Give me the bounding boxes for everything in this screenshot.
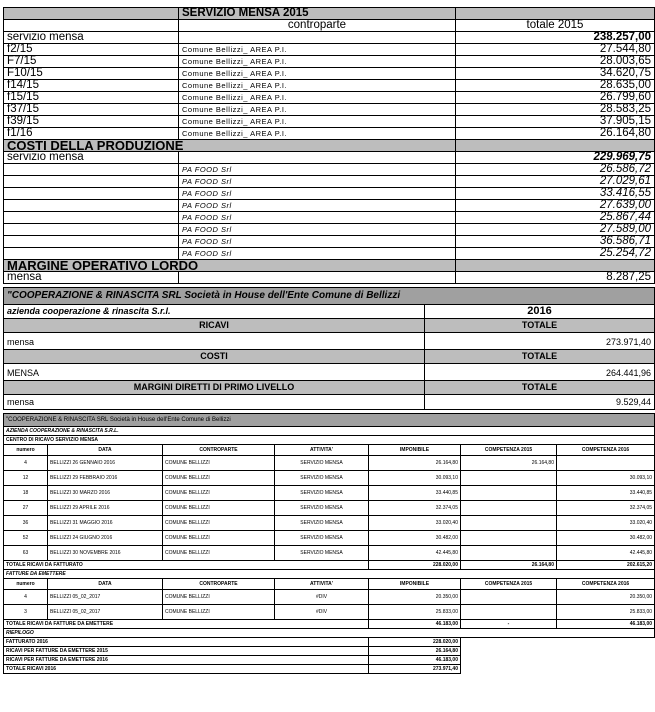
column-header: IMPONIBILE [369, 579, 461, 590]
table-cell: #DIV [275, 590, 369, 605]
cost-controparte: PA FOOD Srl [179, 248, 456, 260]
table-cell [461, 516, 557, 531]
costi-header: COSTI [4, 350, 425, 364]
table-cell: BELLIZZI 30 MARZO 2016 [48, 486, 163, 501]
cost-row [4, 224, 655, 236]
column-header: COMPETENZA 2016 [557, 579, 655, 590]
invoice-controparte: Comune Bellizzi_ AREA P.I. [179, 128, 456, 140]
invoice-row [4, 56, 655, 68]
table-cell: SERVIZIO MENSA [275, 516, 369, 531]
riepilogo-row [4, 656, 655, 665]
mensa-total: 238.257,00 [456, 32, 655, 44]
margine-title: MARGINE OPERATIVO LORDO [4, 260, 456, 272]
table-cell: 12 [4, 471, 48, 486]
table-row [4, 456, 655, 471]
tot-emettere-imponibile: 46.183,00 [369, 620, 461, 629]
table-cell [461, 501, 557, 516]
ricavi-value: 273.971,40 [425, 333, 655, 350]
riepilogo-spacer [461, 665, 557, 674]
table-cell: SERVIZIO MENSA [275, 456, 369, 471]
invoice-amount: 28.583,25 [456, 104, 655, 116]
tot-fatturato-imponibile: 228.020,00 [369, 561, 461, 570]
cost-empty [4, 176, 179, 188]
table-cell: 32.374,05 [557, 501, 655, 516]
invoice-amount: 37.905,15 [456, 116, 655, 128]
table-cell: COMUNE BELLIZZI [163, 605, 275, 620]
invoice-amount: 28.003,65 [456, 56, 655, 68]
margini-totale-header: TOTALE [425, 381, 655, 395]
margine-value: 8.287,25 [456, 272, 655, 284]
cost-amount: 33.416,55 [456, 188, 655, 200]
riepilogo-label: RIEPILOGO [4, 629, 655, 638]
table-cell: BELLIZZI 30 NOVEMBRE 2016 [48, 546, 163, 561]
cost-amount: 27.029,61 [456, 176, 655, 188]
invoice-code: F7/15 [4, 56, 179, 68]
table-cell: BELLIZZI 29 FEBBRAIO 2016 [48, 471, 163, 486]
table-cell: SERVIZIO MENSA [275, 486, 369, 501]
servizio-mensa-2015-table [3, 7, 655, 284]
s2-title: "COOPERAZIONE & RINASCITA SRL Società in House dell'Ente Comune di Bellizzi [4, 288, 655, 305]
table-cell: 30.093,10 [369, 471, 461, 486]
invoice-controparte: Comune Bellizzi_ AREA P.I. [179, 44, 456, 56]
riepilogo-spacer [557, 665, 655, 674]
column-header: ATTIVITA' [275, 445, 369, 456]
invoice-amount: 34.620,75 [456, 68, 655, 80]
column-header: CONTROPARTE [163, 579, 275, 590]
table-row [4, 605, 655, 620]
s3-subtitle: AZIENDA COOPERAZIONE & RINASCITA S.R.L. [4, 427, 655, 436]
invoice-row [4, 80, 655, 92]
table-cell: COMUNE BELLIZZI [163, 501, 275, 516]
centro-ricavo-label: CENTRO DI RICAVO SERVIZIO MENSA [4, 436, 655, 445]
invoice-code: f2/15 [4, 44, 179, 56]
table-cell [557, 456, 655, 471]
table-cell: 25.833,00 [369, 605, 461, 620]
cost-row [4, 212, 655, 224]
col-totale-header: totale 2015 [456, 20, 655, 32]
invoice-row [4, 68, 655, 80]
table-cell [461, 486, 557, 501]
cost-empty [4, 200, 179, 212]
costi-totale-header: TOTALE [425, 350, 655, 364]
invoice-code: f1/16 [4, 128, 179, 140]
tot-emettere-label: TOTALE RICAVI DA FATTURE DA EMETTERE [4, 620, 369, 629]
table-cell: COMUNE BELLIZZI [163, 471, 275, 486]
invoice-controparte: Comune Bellizzi_ AREA P.I. [179, 92, 456, 104]
invoice-code: F10/15 [4, 68, 179, 80]
table-cell: SERVIZIO MENSA [275, 501, 369, 516]
costi-title: COSTI DELLA PRODUZIONE [4, 140, 456, 152]
table-cell [461, 590, 557, 605]
tot-emettere-2016: 46.183,00 [557, 620, 655, 629]
riepilogo-label: TOTALE RICAVI 2016 [4, 665, 369, 674]
table-cell: COMUNE BELLIZZI [163, 456, 275, 471]
tot-fatturato-label: TOTALE RICAVI DA FATTURATO [4, 561, 369, 570]
cost-row [4, 236, 655, 248]
cost-controparte: PA FOOD Srl [179, 224, 456, 236]
cost-controparte: PA FOOD Srl [179, 176, 456, 188]
cost-amount: 26.586,72 [456, 164, 655, 176]
table-cell: 33.020,40 [557, 516, 655, 531]
invoice-row [4, 128, 655, 140]
invoice-controparte: Comune Bellizzi_ AREA P.I. [179, 68, 456, 80]
table-cell: SERVIZIO MENSA [275, 531, 369, 546]
cost-empty [4, 224, 179, 236]
table-cell: SERVIZIO MENSA [275, 471, 369, 486]
invoice-controparte: Comune Bellizzi_ AREA P.I. [179, 116, 456, 128]
margine-label: mensa [4, 272, 179, 284]
cost-amount: 25.254,72 [456, 248, 655, 260]
riepilogo-spacer [557, 638, 655, 647]
table-cell: COMUNE BELLIZZI [163, 546, 275, 561]
column-header: COMPETENZA 2016 [557, 445, 655, 456]
column-header: numero [4, 445, 48, 456]
margini-mensa-label: mensa [4, 395, 425, 410]
s3-title: "COOPERAZIONE & RINASCITA SRL Società in House dell'Ente Comune di Bellizzi [4, 414, 655, 427]
table-cell: 25.833,00 [557, 605, 655, 620]
costi-label: servizio mensa [4, 152, 179, 164]
costi-value: 264.441,96 [425, 364, 655, 381]
cost-controparte: PA FOOD Srl [179, 164, 456, 176]
table-row [4, 531, 655, 546]
riepilogo-row [4, 665, 655, 674]
cost-row [4, 164, 655, 176]
table-cell: BELLIZZI 29 APRILE 2016 [48, 501, 163, 516]
table-cell: #DIV [275, 605, 369, 620]
cost-amount: 27.589,00 [456, 224, 655, 236]
tot-emettere-2015: - [461, 620, 557, 629]
invoice-controparte: Comune Bellizzi_ AREA P.I. [179, 104, 456, 116]
column-header: numero [4, 579, 48, 590]
table-cell: 30.482,00 [557, 531, 655, 546]
column-header: DATA [48, 445, 163, 456]
ricavi-totale-header: TOTALE [425, 319, 655, 333]
invoice-controparte: Comune Bellizzi_ AREA P.I. [179, 80, 456, 92]
cost-empty [4, 236, 179, 248]
cost-amount: 25.867,44 [456, 212, 655, 224]
table-cell: 36 [4, 516, 48, 531]
table-cell: 3 [4, 605, 48, 620]
riepilogo-spacer [557, 647, 655, 656]
invoice-row [4, 44, 655, 56]
table-cell: BELLIZZI 31 MAGGIO 2016 [48, 516, 163, 531]
ricavi-header: RICAVI [4, 319, 425, 333]
column-header: DATA [48, 579, 163, 590]
riepilogo-label: RICAVI PER FATTURE DA EMETTERE 2015 [4, 647, 369, 656]
cost-row [4, 176, 655, 188]
invoice-code: f37/15 [4, 104, 179, 116]
riepilogo-value: 46.183,00 [369, 656, 461, 665]
invoice-row [4, 104, 655, 116]
invoice-amount: 26.799,60 [456, 92, 655, 104]
costi-mensa-label: MENSA [4, 364, 425, 381]
riepilogo-value: 228.020,00 [369, 638, 461, 647]
riepilogo-spacer [461, 647, 557, 656]
invoice-row [4, 116, 655, 128]
table-cell: BELLIZZI 26 GENNAIO 2016 [48, 456, 163, 471]
cost-empty [4, 212, 179, 224]
invoice-amount: 26.164,80 [456, 128, 655, 140]
table-cell: COMUNE BELLIZZI [163, 486, 275, 501]
table-cell: COMUNE BELLIZZI [163, 590, 275, 605]
table-cell: 33.440,85 [369, 486, 461, 501]
riepilogo-value: 26.164,80 [369, 647, 461, 656]
s2-year: 2016 [425, 305, 655, 319]
table-cell: 26.164,80 [461, 456, 557, 471]
invoice-code: f39/15 [4, 116, 179, 128]
costi-total: 229.969,75 [456, 152, 655, 164]
margini-value: 9.529,44 [425, 395, 655, 410]
column-header: CONTROPARTE [163, 445, 275, 456]
cost-row [4, 200, 655, 212]
cost-empty [4, 164, 179, 176]
table-cell: 30.482,00 [369, 531, 461, 546]
cost-amount: 36.586,71 [456, 236, 655, 248]
table-cell [461, 546, 557, 561]
table-cell: COMUNE BELLIZZI [163, 531, 275, 546]
centro-ricavo-table [3, 413, 655, 674]
invoice-amount: 28.635,00 [456, 80, 655, 92]
riepilogo-spacer [461, 638, 557, 647]
invoice-code: f15/15 [4, 92, 179, 104]
table-cell: 20.350,00 [369, 590, 461, 605]
table-row [4, 546, 655, 561]
cooperazione-2016-table [3, 287, 655, 410]
riepilogo-label: RICAVI PER FATTURE DA EMETTERE 2016 [4, 656, 369, 665]
table-cell [461, 471, 557, 486]
table-row [4, 516, 655, 531]
table-cell: 63 [4, 546, 48, 561]
margini-header: MARGINI DIRETTI DI PRIMO LIVELLO [4, 381, 425, 395]
riepilogo-row [4, 647, 655, 656]
riepilogo-label: FATTURATO 2016 [4, 638, 369, 647]
table-cell: 30.093,10 [557, 471, 655, 486]
cost-row [4, 188, 655, 200]
invoice-row [4, 92, 655, 104]
riepilogo-value: 273.971,40 [369, 665, 461, 674]
column-header-row [4, 579, 655, 590]
table-row [4, 471, 655, 486]
riepilogo-spacer [461, 656, 557, 665]
s1-title: SERVIZIO MENSA 2015 [179, 8, 456, 20]
table-cell [461, 605, 557, 620]
fatture-emettere-label: FATTURE DA EMETTERE [4, 570, 655, 579]
column-header: COMPETENZA 2015 [461, 579, 557, 590]
column-header: IMPONIBILE [369, 445, 461, 456]
table-cell: 26.164,80 [369, 456, 461, 471]
cost-empty [4, 248, 179, 260]
document-page [3, 7, 654, 674]
s2-subtitle: azienda cooperazione & rinascita S.r.l. [4, 305, 425, 319]
cost-controparte: PA FOOD Srl [179, 212, 456, 224]
table-cell: 33.440,85 [557, 486, 655, 501]
tot-fatturato-2016: 202.615,20 [557, 561, 655, 570]
table-cell: 32.374,05 [369, 501, 461, 516]
cost-empty [4, 188, 179, 200]
riepilogo-spacer [557, 656, 655, 665]
table-cell: 27 [4, 501, 48, 516]
table-cell: BELLIZZI 05_02_2017 [48, 590, 163, 605]
table-cell: 42.445,80 [369, 546, 461, 561]
mensa-label: servizio mensa [4, 32, 179, 44]
column-header: ATTIVITA' [275, 579, 369, 590]
invoice-code: f14/15 [4, 80, 179, 92]
invoice-controparte: Comune Bellizzi_ AREA P.I. [179, 56, 456, 68]
table-cell: 33.020,40 [369, 516, 461, 531]
table-cell: 18 [4, 486, 48, 501]
table-cell: BELLIZZI 24 GIUGNO 2016 [48, 531, 163, 546]
invoice-amount: 27.544,80 [456, 44, 655, 56]
column-header: COMPETENZA 2015 [461, 445, 557, 456]
cost-controparte: PA FOOD Srl [179, 236, 456, 248]
table-cell: 4 [4, 456, 48, 471]
table-cell [461, 531, 557, 546]
ricavi-mensa-label: mensa [4, 333, 425, 350]
col-controparte-header: controparte [179, 20, 456, 32]
cost-controparte: PA FOOD Srl [179, 188, 456, 200]
cost-row [4, 248, 655, 260]
table-cell: 42.445,80 [557, 546, 655, 561]
tot-fatturato-2015: 26.164,80 [461, 561, 557, 570]
cost-controparte: PA FOOD Srl [179, 200, 456, 212]
table-cell: 52 [4, 531, 48, 546]
table-cell: COMUNE BELLIZZI [163, 516, 275, 531]
table-cell: SERVIZIO MENSA [275, 546, 369, 561]
table-cell: 20.350,00 [557, 590, 655, 605]
table-row [4, 486, 655, 501]
cost-amount: 27.639,00 [456, 200, 655, 212]
riepilogo-row [4, 638, 655, 647]
column-header-row [4, 445, 655, 456]
table-cell: BELLIZZI 05_02_2017 [48, 605, 163, 620]
table-row [4, 501, 655, 516]
table-row [4, 590, 655, 605]
table-cell: 4 [4, 590, 48, 605]
